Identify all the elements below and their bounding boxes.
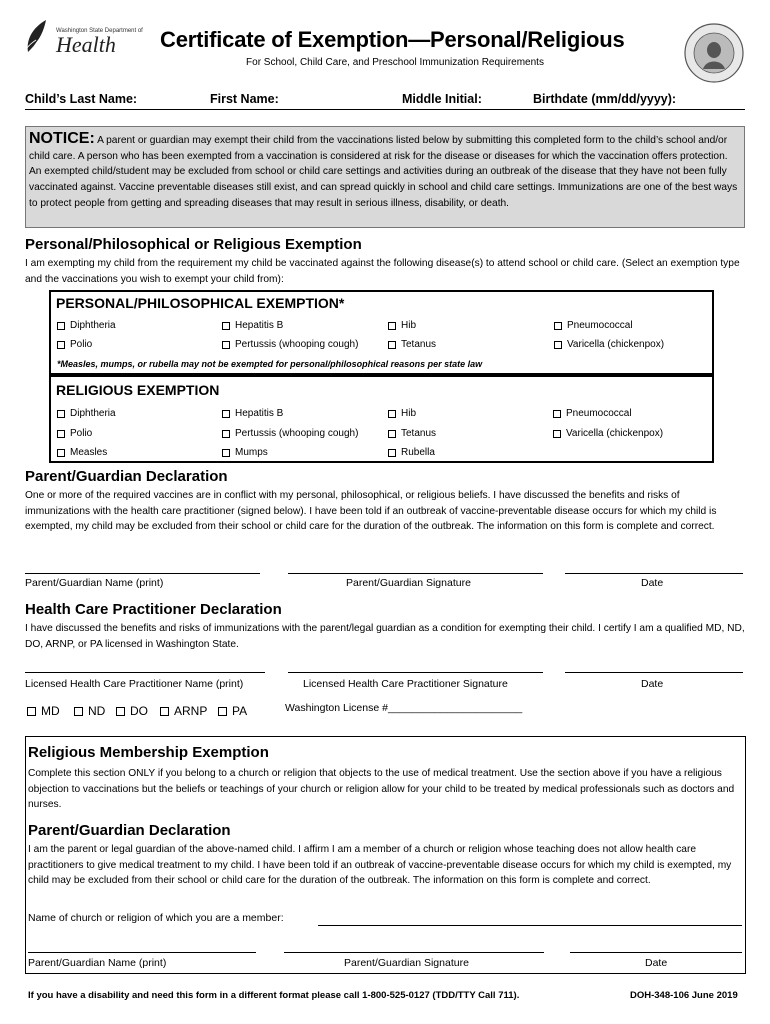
exemption-section-title: Personal/Philosophical or Religious Exemption bbox=[25, 236, 362, 253]
hcp-signature-label: Licensed Health Care Practitioner Signature bbox=[303, 678, 508, 690]
checkbox-icon bbox=[57, 430, 65, 438]
parent2-name-line[interactable] bbox=[28, 952, 256, 953]
personal-exemption-title: PERSONAL/PHILOSOPHICAL EXEMPTION* bbox=[56, 295, 345, 311]
parent-declaration-text: One or more of the required vaccines are in conflict with my personal, philosophical, or religious beliefs. I have discussed the benefits and risks of immunizations with the health care practitioner (signed below). I have been told if an outbreak of vaccine-preventable disease occurs for which my child is exempted, my child may be excluded from their school or child care for the duration of the outbreak. The information on this form is complete and correct. bbox=[25, 490, 717, 533]
checkbox-icon bbox=[222, 449, 230, 457]
personal-hepatitis-b-checkbox[interactable]: Hepatitis B bbox=[222, 320, 283, 331]
religious-measles-checkbox[interactable]: Measles bbox=[57, 447, 107, 458]
agency-name: Health bbox=[56, 32, 116, 57]
mmr-note: *Measles, mumps, or rubella may not be exempted for personal/philosophical reasons per state law bbox=[57, 359, 483, 369]
parent-signature-line[interactable] bbox=[288, 573, 543, 574]
child-first-name-label: First Name: bbox=[210, 92, 279, 106]
credential-md-checkbox[interactable]: MD bbox=[27, 704, 60, 718]
checkbox-icon bbox=[554, 341, 562, 349]
personal-exemption-box bbox=[49, 290, 714, 375]
hcp-name-line[interactable] bbox=[25, 672, 265, 673]
form-number: DOH-348-106 June 2019 bbox=[630, 990, 738, 1001]
religious-membership-text: Complete this section ONLY if you belong to a church or religion that objects to the use of medical treatment. Use the section above if you have a religious objection to vaccinations but the beliefs or teachings of your church or religion allow for your child to be treated by medical professionals such as doctors and nurses. bbox=[28, 768, 735, 811]
checkbox-icon bbox=[388, 449, 396, 457]
parent-date-line[interactable] bbox=[565, 573, 743, 574]
parent-declaration-2-title: Parent/Guardian Declaration bbox=[28, 822, 231, 839]
religious-varicella-checkbox[interactable]: Varicella (chickenpox) bbox=[553, 428, 663, 439]
page-subtitle: For School, Child Care, and Preschool Immunization Requirements bbox=[246, 57, 544, 68]
license-field[interactable] bbox=[285, 702, 522, 714]
checkbox-icon bbox=[554, 322, 562, 330]
checkbox-icon bbox=[388, 341, 396, 349]
checkbox-icon bbox=[116, 707, 125, 716]
notice-box bbox=[25, 126, 745, 228]
hcp-declaration-title: Health Care Practitioner Declaration bbox=[25, 601, 282, 618]
child-birthdate-label: Birthdate (mm/dd/yyyy): bbox=[533, 92, 677, 106]
doh-logo bbox=[24, 18, 143, 60]
license-label: Washington License # bbox=[285, 702, 388, 714]
page-title: Certificate of Exemption—Personal/Religious bbox=[160, 27, 625, 52]
parent2-name-label: Parent/Guardian Name (print) bbox=[28, 957, 167, 969]
church-name-label: Name of church or religion of which you are a member: bbox=[28, 912, 284, 924]
personal-pertussis-checkbox[interactable]: Pertussis (whooping cough) bbox=[222, 339, 358, 350]
parent-declaration-title: Parent/Guardian Declaration bbox=[25, 468, 228, 485]
checkbox-icon bbox=[74, 707, 83, 716]
parent-name-label: Parent/Guardian Name (print) bbox=[25, 577, 164, 589]
parent2-date-line[interactable] bbox=[570, 952, 742, 953]
checkbox-icon bbox=[57, 410, 65, 418]
hcp-name-label: Licensed Health Care Practitioner Name (print) bbox=[25, 678, 244, 690]
child-last-name-label: Child’s Last Name: bbox=[25, 92, 138, 106]
personal-polio-checkbox[interactable]: Polio bbox=[57, 339, 92, 350]
checkbox-icon bbox=[222, 341, 230, 349]
credential-do-checkbox[interactable]: DO bbox=[116, 704, 148, 718]
accessibility-footer: If you have a disability and need this form in a different format please call 1-800-525-0127 (TDD/TTY Call 711). bbox=[28, 990, 520, 1001]
religious-rubella-checkbox[interactable]: Rubella bbox=[388, 447, 435, 458]
personal-hib-checkbox[interactable]: Hib bbox=[388, 320, 416, 331]
parent-signature-label: Parent/Guardian Signature bbox=[346, 577, 471, 589]
checkbox-icon bbox=[553, 410, 561, 418]
checkbox-icon bbox=[388, 410, 396, 418]
seal-text bbox=[684, 88, 685, 89]
hcp-date-line[interactable] bbox=[565, 672, 743, 673]
religious-membership-title: Religious Membership Exemption bbox=[28, 744, 269, 761]
church-name-line[interactable] bbox=[318, 925, 742, 926]
religious-pneumococcal-checkbox[interactable]: Pneumococcal bbox=[553, 408, 632, 419]
religious-polio-checkbox[interactable]: Polio bbox=[57, 428, 92, 439]
hcp-declaration-text: I have discussed the benefits and risks of immunizations with the parent/legal guardian as a condition for exempting their child. I certify I am a qualified MD, ND, DO, ARNP, or PA licensed in Washington State. bbox=[25, 623, 745, 650]
religious-pertussis-checkbox[interactable]: Pertussis (whooping cough) bbox=[222, 428, 358, 439]
religious-hepatitis-b-checkbox[interactable]: Hepatitis B bbox=[222, 408, 283, 419]
checkbox-icon bbox=[218, 707, 227, 716]
parent-name-line[interactable] bbox=[25, 573, 260, 574]
license-blank: _______________________ bbox=[387, 702, 523, 714]
checkbox-icon bbox=[388, 322, 396, 330]
credential-arnp-checkbox[interactable]: ARNP bbox=[160, 704, 207, 718]
personal-tetanus-checkbox[interactable]: Tetanus bbox=[388, 339, 436, 350]
checkbox-icon bbox=[222, 430, 230, 438]
personal-pneumococcal-checkbox[interactable]: Pneumococcal bbox=[554, 320, 633, 331]
parent-date-label: Date bbox=[641, 577, 664, 589]
checkbox-icon bbox=[27, 707, 36, 716]
agency-line: Washington State Department of bbox=[56, 28, 143, 34]
religious-diphtheria-checkbox[interactable]: Diphtheria bbox=[57, 408, 116, 419]
exemption-section-text: I am exempting my child from the requirement my child be vaccinated against the following disease(s) to attend school or child care. (Select an exemption type and the vaccinations you wish to exempt your child from): bbox=[25, 258, 740, 285]
credential-pa-checkbox[interactable]: PA bbox=[218, 704, 247, 718]
religious-mumps-checkbox[interactable]: Mumps bbox=[222, 447, 268, 458]
notice-label: NOTICE: bbox=[29, 130, 95, 147]
checkbox-icon bbox=[57, 449, 65, 457]
religious-hib-checkbox[interactable]: Hib bbox=[388, 408, 416, 419]
religious-exemption-title: RELIGIOUS EXEMPTION bbox=[56, 382, 220, 398]
checkbox-icon bbox=[388, 430, 396, 438]
washington-seal-icon bbox=[684, 23, 744, 83]
hcp-signature-line[interactable] bbox=[288, 672, 543, 673]
parent2-signature-label: Parent/Guardian Signature bbox=[344, 957, 469, 969]
checkbox-icon bbox=[553, 430, 561, 438]
parent2-date-label: Date bbox=[645, 957, 668, 969]
checkbox-icon bbox=[57, 322, 65, 330]
child-fields-divider bbox=[25, 109, 745, 110]
notice-text: A parent or guardian may exempt their child from the vaccinations listed below by submitting this completed form to the child’s school and/or child care. A person who has been exempted from a vaccination is considered at risk for the disease or diseases for which the vaccination offers protection. An exempted child/student may be excluded from school or child care settings and activities during an outbreak of the disease that they have not been fully vaccinated against. Vaccine preventable diseases still exist, and can spread quickly in school and child care settings. Immunizations are one of the best ways to protect people from getting and spreading diseases that may result in serious illness, disability, or death. bbox=[29, 135, 738, 209]
checkbox-icon bbox=[222, 322, 230, 330]
parent2-signature-line[interactable] bbox=[284, 952, 544, 953]
religious-exemption-box bbox=[49, 375, 714, 463]
hcp-date-label: Date bbox=[641, 678, 664, 690]
parent-declaration-2-text: I am the parent or legal guardian of the above-named child. I affirm I am a member of a church or religion whose teaching does not allow health care practitioners to give medical treatment to my child. I have been told if an outbreak of vaccine-preventable disease occurs for which my child is exempted, my child may be excluded from their school or child care for the duration of the outbreak. The information on this form is complete and correct. bbox=[28, 844, 732, 887]
leaf-logo-icon bbox=[24, 18, 50, 56]
checkbox-icon bbox=[222, 410, 230, 418]
personal-varicella-checkbox[interactable]: Varicella (chickenpox) bbox=[554, 339, 664, 350]
checkbox-icon bbox=[57, 341, 65, 349]
state-seal bbox=[684, 23, 744, 83]
credential-nd-checkbox[interactable]: ND bbox=[74, 704, 105, 718]
child-middle-initial-label: Middle Initial: bbox=[402, 92, 482, 106]
checkbox-icon bbox=[160, 707, 169, 716]
church-name-field[interactable] bbox=[28, 912, 284, 924]
personal-diphtheria-checkbox[interactable]: Diphtheria bbox=[57, 320, 116, 331]
religious-tetanus-checkbox[interactable]: Tetanus bbox=[388, 428, 436, 439]
